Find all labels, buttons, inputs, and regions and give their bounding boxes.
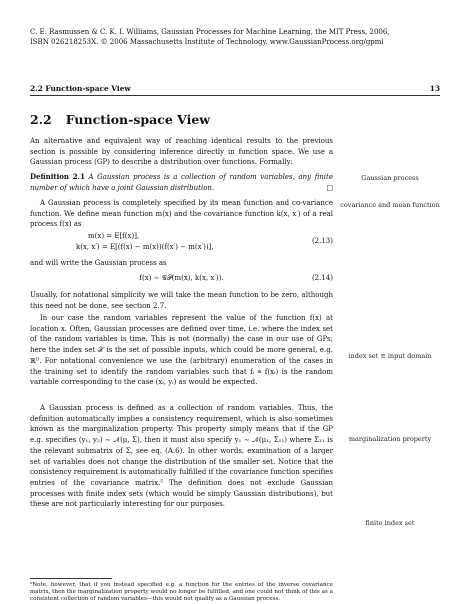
equation-2-13 bbox=[76, 231, 333, 252]
intro-paragraph: An alternative and equivalent way of reaching identical results to the previous section is possible by considering inference directly in function space. We use a Gaussian process (GP) to describe a distribution over functions. Formally: bbox=[30, 137, 333, 167]
footnote-rule bbox=[30, 578, 112, 579]
page-number: 13 bbox=[429, 84, 440, 93]
consistency-paragraph: A Gaussian process is defined as a collection of random variables. Thus, the definition automatically implies a consistency requirement, which is also sometimes known as the marginalization property. This property simply means that if the GP e.g. specifies (y₁, y₂) ∼ 𝒩(μ, Σ), then it must also specify y₁ ∼ 𝒩(μ₁, Σ₁₁) where Σ₁₁ is the relevant submatrix of Σ, see eq. (A.6). In other words, examination of a larger set of variables does not change the distribution of the smaller set. Notice that the consistency requirement is automatically fulfilled if the covariance function specifies entries of the covariance matrix.⁵ The definition does not exclude Gaussian processes with finite index sets (which would be simply Gaussian distributions), but these are not particularly interesting for our purposes. bbox=[30, 404, 333, 509]
copyright-notice bbox=[30, 27, 440, 47]
margin-note-marginalization: marginalization property bbox=[348, 435, 432, 443]
margin-note-finite-index: finite index set bbox=[365, 519, 415, 527]
section-number: 2.2 bbox=[30, 112, 52, 127]
definition-block bbox=[30, 172, 333, 193]
section-title: Function-space View bbox=[65, 112, 211, 127]
equation-2-14 bbox=[30, 273, 333, 284]
header-rule bbox=[30, 95, 440, 96]
qed-symbol: □ bbox=[326, 183, 333, 192]
running-head bbox=[30, 84, 440, 93]
mean-cov-paragraph: A Gaussian process is completely specified by its mean function and co-variance function. We define mean function m(x) and the covariance function k(x, x′) of a real process f(x) as bbox=[30, 199, 333, 229]
margin-note-index-set: index set ≡ input domain bbox=[348, 352, 432, 360]
section-heading bbox=[30, 112, 224, 127]
margin-note-cov-mean: covariance and mean function bbox=[340, 201, 440, 209]
definition-label: Definition 2.1 bbox=[30, 172, 85, 181]
random-variables-paragraph: In our case the random variables represent the value of the function f(x) at location x. Often, Gaussian processes are defined over time, i.e. where the index set of the random variables is time. This is not (normally) the case in our use of GPs; here the index set 𝒳 is the set of possible inputs, which could be more general, e.g. ℝᴰ. For notational convenience we use the (arbitrary) enumeration of the cases in the training set to identify the random variables such that fᵢ ≜ f(xᵢ) is the random variable corresponding to the case (xᵢ, yᵢ) as would be expected. bbox=[30, 314, 333, 387]
eq-2-13-number: (2.13) bbox=[311, 237, 333, 245]
eq-2-13-line-2: k(x, x′) = E[(f(x) − m(x))(f(x′) − m(x′))], bbox=[76, 242, 214, 251]
eq-2-14-number: (2.14) bbox=[311, 274, 333, 282]
eq-2-14-body: f(x) ∼ 𝒢𝒫(m(x), k(x, x′)). bbox=[139, 274, 224, 282]
eq-2-13-line-1: m(x) = E[f(x)], bbox=[88, 232, 140, 240]
running-title: 2.2 Function-space View bbox=[30, 84, 131, 93]
write-paragraph: and will write the Gaussian process as bbox=[30, 259, 167, 267]
margin-note-gaussian-process: Gaussian process bbox=[361, 174, 419, 182]
footnote: ⁵Note, however, that if you instead specified e.g. a function for the entries of the inverse covariance matrix, then the marginalization property would no longer be fulfilled, and one could not think of this as a consistent collection of random variables—this would not qualify as a Gaussian process. bbox=[30, 582, 333, 603]
definition-text: A Gaussian process is a collection of random variables, any finite number of which have a joint Gaussian distribution. bbox=[30, 173, 333, 192]
copyright-line-2: ISBN 026218253X. © 2006 Massachusetts Institute of Technology. www.GaussianProcess.org/gpml bbox=[30, 38, 384, 46]
usually-paragraph: Usually, for notational simplicity we will take the mean function to be zero, although this need not be done, see section 2.7. bbox=[30, 291, 333, 310]
copyright-line-1: C. E. Rasmussen & C. K. I. Williams, Gaussian Processes for Machine Learning, the MIT Press, 2006, bbox=[30, 28, 390, 36]
